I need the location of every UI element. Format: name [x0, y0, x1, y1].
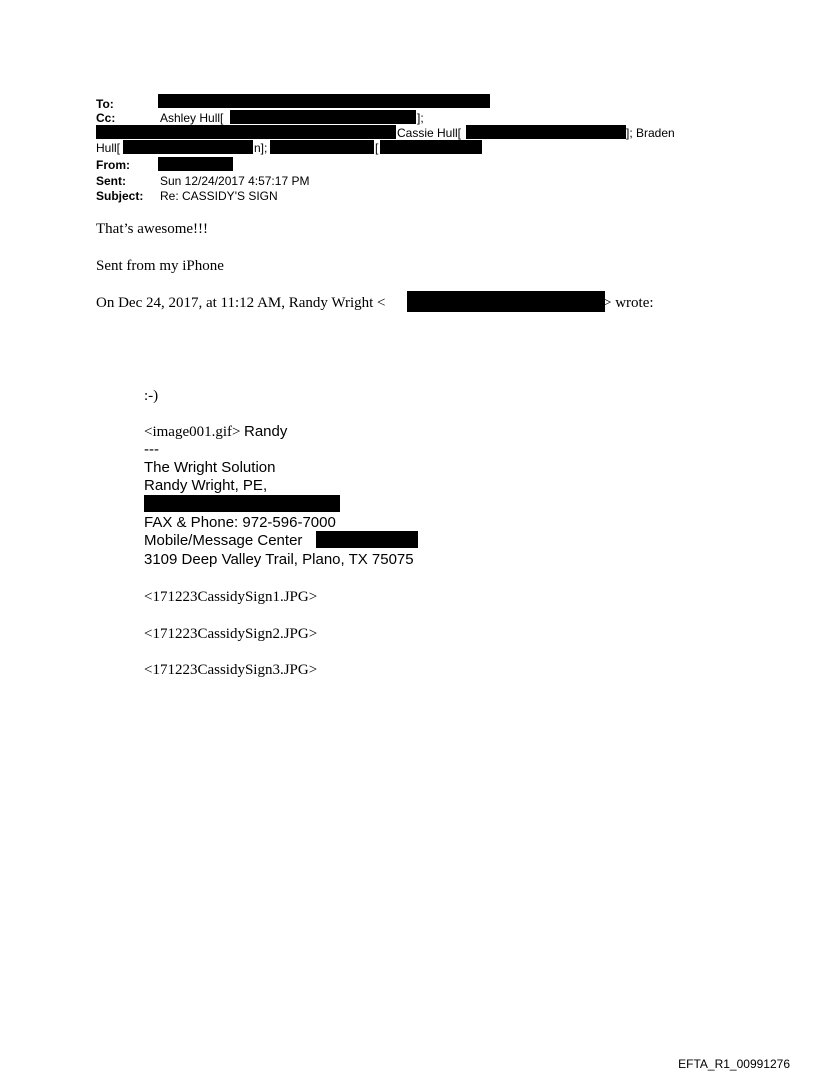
- cc-mid-3: n];: [254, 141, 268, 155]
- redaction-signature: [144, 495, 340, 512]
- redaction-cc-2: [96, 125, 396, 139]
- signature-dashes: ---: [144, 441, 159, 458]
- redaction-cc-6: [380, 140, 482, 154]
- subject-label: Subject:: [96, 189, 144, 203]
- attachment-1: <171223CassidySign1.JPG>: [144, 589, 318, 605]
- sent-value: Sun 12/24/2017 4:57:17 PM: [160, 174, 310, 188]
- cc-suffix-2: ]; Braden: [626, 126, 675, 140]
- attachment-2: <171223CassidySign2.JPG>: [144, 626, 318, 642]
- quote-intro-prefix: On Dec 24, 2017, at 11:12 AM, Randy Wright <: [96, 295, 386, 311]
- signature-company: The Wright Solution: [144, 459, 276, 476]
- redaction-cc-1: [230, 110, 416, 124]
- cc-bracket-4: [: [375, 141, 379, 155]
- redaction-from: [158, 157, 233, 171]
- sent-from-text: Sent from my iPhone: [96, 258, 224, 274]
- cc-name-1: Ashley Hull[: [160, 111, 224, 125]
- to-label: To:: [96, 97, 114, 111]
- document-id: EFTA_R1_00991276: [678, 1057, 790, 1071]
- redaction-cc-5: [270, 140, 374, 154]
- redaction-email: [407, 291, 605, 312]
- signature-fax: FAX & Phone: 972-596-7000: [144, 514, 336, 531]
- cc-bracket-1: ];: [417, 111, 424, 125]
- subject-value: Re: CASSIDY'S SIGN: [160, 189, 278, 203]
- redaction-cc-3: [466, 125, 626, 139]
- smiley-text: :-): [144, 388, 159, 404]
- signature-name: Randy: [244, 423, 288, 440]
- cc-label: Cc:: [96, 111, 116, 125]
- cc-name-2: Cassie Hull[: [397, 126, 462, 140]
- image-placeholder: <image001.gif>: [144, 424, 241, 440]
- signature-address: 3109 Deep Valley Trail, Plano, TX 75075: [144, 551, 414, 568]
- cc-name-3: Hull[: [96, 141, 121, 155]
- redaction-cc-4: [123, 140, 253, 154]
- signature-title: Randy Wright, PE,: [144, 477, 268, 494]
- reply-text: That’s awesome!!!: [96, 221, 209, 237]
- signature-mobile: Mobile/Message Center: [144, 532, 303, 549]
- attachment-3: <171223CassidySign3.JPG>: [144, 662, 318, 678]
- redaction-to: [158, 94, 490, 108]
- sent-label: Sent:: [96, 174, 126, 188]
- quote-intro-suffix: > wrote:: [603, 295, 654, 311]
- from-label: From:: [96, 158, 130, 172]
- redaction-mobile: [316, 531, 418, 548]
